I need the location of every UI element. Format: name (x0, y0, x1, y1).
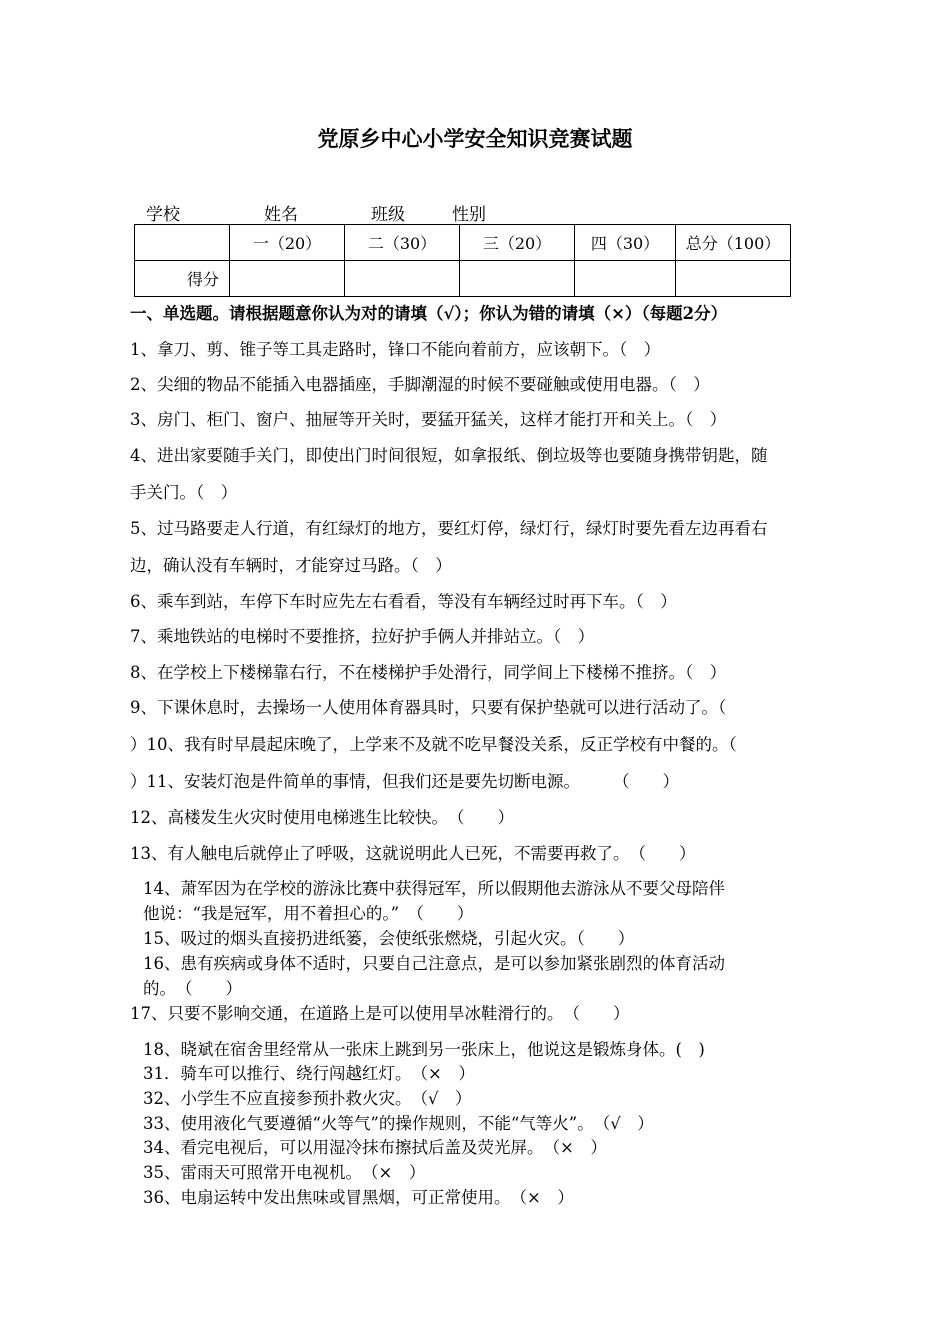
question-line: ）11、安装灯泡是件简单的事情，但我们还是要先切断电源。 （ ） (130, 772, 679, 791)
question-line: 他说：“我是冠军，用不着担心的。” （ ） (143, 904, 474, 923)
question-line: 31．骑车可以推行、绕行闯越红灯。 （× ） (143, 1064, 475, 1083)
question-line: 7、乘地铁站的电梯时不要推挤，拉好护手俩人并排站立。（ ） (130, 627, 595, 646)
score-header-part4: 四（30） (575, 225, 676, 261)
score-table-header-row (135, 225, 791, 261)
page-title: 党原乡中心小学安全知识竞赛试题 (317, 126, 633, 151)
section-heading: 一、单选题。请根据题意你认为对的请填（√）；你认为错的请填（×）（每题2分） (130, 304, 728, 323)
score-header-total: 总分（100） (676, 225, 791, 261)
question-line: 14、萧军因为在学校的游泳比赛中获得冠军，所以假期他去游泳从不要父母陪伴 (143, 879, 725, 898)
school-label: 学校 (146, 205, 180, 225)
score-header-blank (135, 225, 230, 261)
score-table-score-row (135, 261, 791, 297)
name-label: 姓名 (264, 205, 298, 225)
question-line: 16、患有疾病或身体不适时，只要自己注意点，是可以参加紧张剧烈的体育活动 (143, 954, 725, 973)
question-line: 13、有人触电后就停止了呼吸，这就说明此人已死，不需要再救了。 （ ） (130, 844, 696, 863)
question-line: 15、吸过的烟头直接扔进纸篓，会使纸张燃烧，引起火灾。（ ） (143, 929, 635, 948)
question-line: 12、高楼发生火灾时使用电梯逃生比较快。 （ ） (130, 808, 514, 827)
question-line: 4、进出家要随手关门，即使出门时间很短，如拿报纸、倒垃圾等也要随身携带钥匙，随 (130, 446, 768, 465)
question-line: 33、使用液化气要遵循“火等气”的操作规则，不能“气等火”。 （√ ） (143, 1114, 654, 1133)
score-row-label: 得分 (135, 261, 230, 297)
question-line: 9、下课休息时，去操场一人使用体育器具时，只要有保护垫就可以进行活动了。（ (130, 698, 727, 717)
score-header-part3: 三（20） (460, 225, 575, 261)
score-header-part1: 一（20） (230, 225, 345, 261)
question-line: 34、看完电视后，可以用湿冷抹布擦拭后盖及荧光屏。 （× ） (143, 1138, 607, 1157)
score-cell-part4 (575, 261, 676, 297)
score-cell-part1 (230, 261, 345, 297)
question-line: 18、晓斌在宿舍里经常从一张床上跳到另一张床上，他说这是锻炼身体。( ) (143, 1040, 705, 1059)
question-line: 1、拿刀、剪、锥子等工具走路时，锋口不能向着前方，应该朝下。（ ） (130, 340, 661, 359)
score-table (134, 224, 791, 297)
question-line: 手关门。（ ） (130, 483, 238, 502)
score-cell-total (676, 261, 791, 297)
score-cell-part3 (460, 261, 575, 297)
question-line: 边，确认没有车辆时，才能穿过马路。（ ） (130, 556, 452, 575)
score-header-part2: 二（30） (345, 225, 460, 261)
score-cell-part2 (345, 261, 460, 297)
question-line: 8、在学校上下楼梯靠右行，不在楼梯护手处滑行，同学间上下楼梯不推挤。（ ） (130, 663, 727, 682)
question-line: ）10、我有时早晨起床晚了，上学来不及就不吃早餐没关系，反正学校有中餐的。（ (130, 735, 737, 754)
question-line: 32、小学生不应直接参预扑救火灾。 （√ ） (143, 1089, 472, 1108)
class-label: 班级 (371, 205, 405, 225)
question-line: 17、只要不影响交通，在道路上是可以使用旱冰鞋滑行的。 （ ） (130, 1004, 630, 1023)
question-line: 的。 （ ） (143, 979, 242, 998)
gender-label: 性别 (452, 205, 486, 225)
question-line: 2、尖细的物品不能插入电器插座，手脚潮湿的时候不要碰触或使用电器。（ ） (130, 375, 710, 394)
question-line: 35、雷雨天可照常开电视机。 （× ） (143, 1163, 426, 1182)
question-line: 36、电扇运转中发出焦味或冒黑烟，可正常使用。 （× ） (143, 1188, 574, 1207)
question-line: 3、房门、柜门、窗户、抽屉等开关时，要猛开猛关，这样才能打开和关上。（ ） (130, 410, 727, 429)
question-line: 5、过马路要走人行道，有红绿灯的地方，要红灯停，绿灯行，绿灯时要先看左边再看右 (130, 519, 768, 538)
question-line: 6、乘车到站，车停下车时应先左右看看，等没有车辆经过时再下车。（ ） (130, 592, 677, 611)
